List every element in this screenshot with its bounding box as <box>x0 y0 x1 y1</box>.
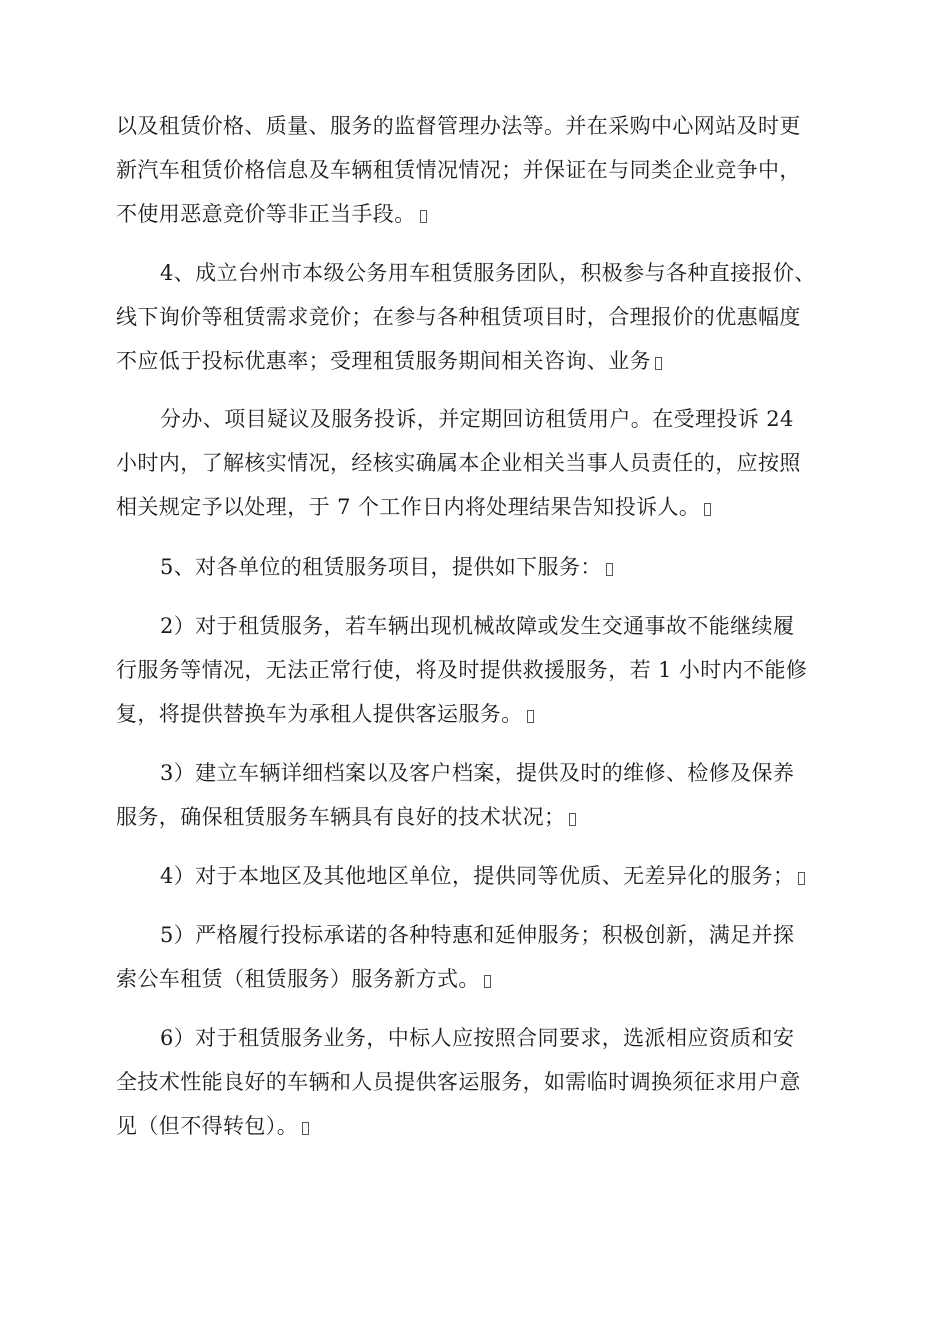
paragraph-line: 行服务等情况，无法正常行使，将及时提供救援服务，若 1 小时内不能修 <box>116 658 808 682</box>
paragraph-text: 复，将提供替换车为承租人提供客运服务。 <box>116 702 523 726</box>
paragraph-mark-icon <box>798 872 805 885</box>
paragraph-mark-icon <box>606 563 613 576</box>
paragraph-mark-icon <box>302 1122 309 1135</box>
paragraph-line-last <box>116 701 534 727</box>
paragraph-line: 线下询价等租赁需求竞价；在参与各种租赁项目时，合理报价的优惠幅度 <box>116 305 801 329</box>
paragraph-line: 全技术性能良好的车辆和人员提供客运服务，如需临时调换须征求用户意 <box>116 1070 801 1094</box>
paragraph-text: 4）对于本地区及其他地区单位，提供同等优质、无差异化的服务； <box>160 864 795 888</box>
paragraph-mark-icon <box>655 357 662 370</box>
paragraph-line: 分办、项目疑议及服务投诉，并定期回访租赁用户。在受理投诉 24 <box>160 407 794 431</box>
paragraph-mark-icon <box>569 813 576 826</box>
paragraph-line-last <box>116 804 576 830</box>
paragraph-line: 小时内，了解核实情况，经核实确属本企业相关当事人员责任的，应按照 <box>116 451 801 475</box>
paragraph-line-last <box>116 1113 309 1139</box>
paragraph-text: 5、对各单位的租赁服务项目，提供如下服务： <box>160 555 602 579</box>
paragraph-line-last <box>116 201 427 227</box>
paragraph-mark-icon <box>484 975 491 988</box>
paragraph-line: 以及租赁价格、质量、服务的监督管理办法等。并在采购中心网站及时更 <box>116 114 801 138</box>
paragraph-line: 4、成立台州市本级公务用车租赁服务团队，积极参与各种直接报价、 <box>160 261 816 285</box>
paragraph-line: 5）严格履行投标承诺的各种特惠和延伸服务；积极创新，满足并探 <box>160 923 795 947</box>
paragraph-line: 6）对于租赁服务业务，中标人应按照合同要求，选派相应资质和安 <box>160 1026 795 1050</box>
paragraph-line: 新汽车租赁价格信息及车辆租赁情况情况；并保证在与同类企业竞争中， <box>116 158 801 182</box>
paragraph-text: 服务，确保租赁服务车辆具有良好的技术状况； <box>116 805 566 829</box>
paragraph-line-last <box>116 966 491 992</box>
paragraph-text: 不应低于投标优惠率；受理租赁服务期间相关咨询、业务 <box>116 349 651 373</box>
paragraph-line-last <box>116 494 711 520</box>
paragraph-mark-icon <box>527 710 534 723</box>
paragraph-text: 见（但不得转包）。 <box>116 1114 299 1138</box>
paragraph-line: 2）对于租赁服务，若车辆出现机械故障或发生交通事故不能继续履 <box>160 614 795 638</box>
paragraph-line-last <box>160 863 805 889</box>
paragraph-mark-icon <box>704 503 711 516</box>
paragraph-text: 不使用恶意竞价等非正当手段。 <box>116 202 416 226</box>
paragraph-line-last <box>160 554 613 580</box>
paragraph-line-last <box>116 348 662 374</box>
paragraph-text: 相关规定予以处理，于 7 个工作日内将处理结果告知投诉人。 <box>116 495 701 519</box>
paragraph-text: 索公车租赁（租赁服务）服务新方式。 <box>116 967 480 991</box>
paragraph-mark-icon <box>420 210 427 223</box>
paragraph-line: 3）建立车辆详细档案以及客户档案，提供及时的维修、检修及保养 <box>160 761 795 785</box>
